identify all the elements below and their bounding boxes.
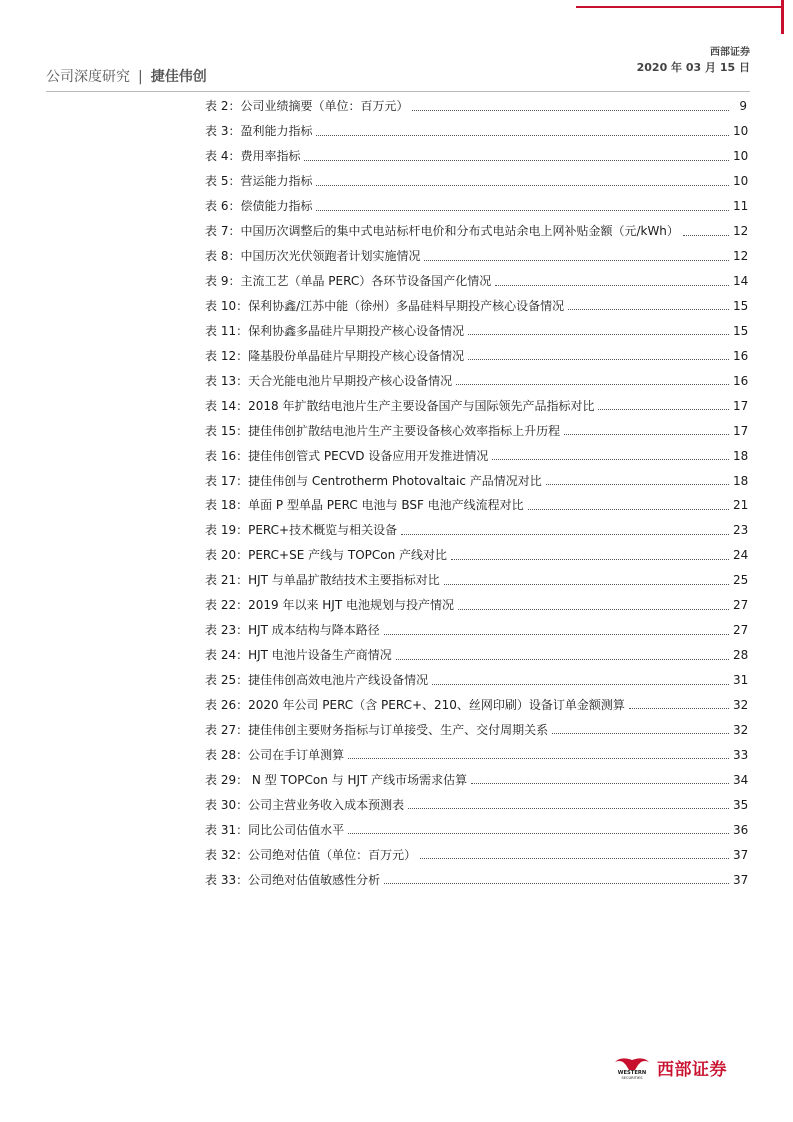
toc-entry-label[interactable]: 表 24：HJT 电池片设备生产商情况 (205, 648, 392, 663)
toc-leader-dots (420, 858, 729, 859)
toc-leader-dots (528, 509, 729, 510)
toc-leader-dots (444, 584, 729, 585)
toc-entry[interactable] (205, 244, 747, 269)
toc-entry-label[interactable]: 表 26：2020 年公司 PERC（含 PERC+、210、丝网印刷）设备订单金额测算 (205, 697, 625, 712)
toc-entry-label[interactable]: 表 11：保利协鑫多晶硅片早期投产核心设备情况 (205, 323, 465, 338)
toc-entry[interactable] (205, 318, 747, 343)
toc-leader-dots (316, 135, 729, 136)
toc-leader-dots (412, 110, 729, 111)
company-name: 捷佳伟创 (150, 69, 207, 85)
toc-entry-page-number[interactable]: 11 (733, 199, 749, 214)
toc-entry[interactable] (205, 418, 747, 443)
header-divider (46, 91, 750, 92)
logo-text-en-top: WESTERN (617, 1070, 647, 1076)
toc-entry[interactable] (205, 468, 747, 493)
western-securities-logo-icon (611, 1054, 653, 1080)
toc-leader-dots (304, 160, 729, 161)
toc-leader-dots (396, 659, 729, 660)
toc-leader-dots (408, 808, 729, 809)
toc-entry[interactable] (205, 368, 747, 393)
toc-entry[interactable] (205, 568, 747, 593)
report-date: 2020 年 03 月 15 日 (636, 61, 750, 74)
toc-leader-dots (568, 309, 729, 310)
toc-entry[interactable] (205, 119, 747, 144)
toc-entry[interactable] (205, 219, 747, 244)
toc-entry-label[interactable]: 表 5：营运能力指标 (205, 174, 313, 189)
toc-leader-dots (316, 185, 729, 186)
toc-entry-label[interactable]: 表 10：保利协鑫/江苏中能（徐州）多晶硅料早期投产核心设备情况 (205, 298, 565, 313)
toc-entry[interactable] (205, 593, 747, 618)
toc-entry-page-number[interactable]: 18 (733, 448, 749, 463)
toc-entry-page-number[interactable]: 34 (733, 772, 749, 787)
toc-entry[interactable] (205, 693, 747, 718)
toc-entry[interactable] (205, 194, 747, 219)
toc-entry[interactable] (205, 618, 747, 643)
toc-entry-page-number[interactable]: 32 (733, 697, 749, 712)
toc-leader-dots (384, 634, 729, 635)
toc-entry-page-number[interactable]: 12 (733, 249, 749, 264)
toc-entry-label[interactable]: 表 30：公司主营业务收入成本预测表 (205, 797, 405, 812)
toc-leader-dots (348, 758, 729, 759)
toc-leader-dots (683, 235, 729, 236)
toc-entry[interactable] (205, 817, 747, 842)
toc-leader-dots (552, 733, 729, 734)
toc-entry-label[interactable]: 表 18：单面 P 型单晶 PERC 电池与 BSF 电池产线流程对比 (205, 498, 524, 513)
toc-entry-page-number[interactable]: 24 (733, 548, 749, 563)
corner-accent-line-vertical (781, 0, 784, 34)
toc-entry-label[interactable]: 表 3：盈利能力指标 (205, 124, 313, 139)
toc-entry-page-number[interactable]: 10 (733, 149, 749, 164)
toc-entry-page-number[interactable]: 9 (739, 99, 747, 114)
page-header-title (46, 66, 207, 86)
toc-entry-label[interactable]: 表 9：主流工艺（单晶 PERC）各环节设备国产化情况 (205, 274, 492, 289)
header-brand: 西部证券 (710, 47, 750, 58)
toc-entry[interactable] (205, 643, 747, 668)
toc-entry-page-number[interactable]: 17 (733, 423, 749, 438)
toc-entry-label[interactable]: 表 6：偿债能力指标 (205, 199, 313, 214)
toc-entry[interactable] (205, 717, 747, 742)
toc-entry-label[interactable]: 表 12：隆基股份单晶硅片早期投产核心设备情况 (205, 348, 465, 363)
toc-entry-page-number[interactable]: 31 (733, 673, 749, 688)
toc-leader-dots (564, 434, 729, 435)
toc-leader-dots (432, 684, 729, 685)
toc-entry-label[interactable]: 表 29： N 型 TOPCon 与 HJT 产线市场需求估算 (205, 772, 468, 787)
toc-leader-dots (456, 384, 729, 385)
toc-entry-label[interactable]: 表 27：捷佳伟创主要财务指标与订单接受、生产、交付周期关系 (205, 722, 549, 737)
toc-entry-label[interactable]: 表 31：同比公司估值水平 (205, 822, 345, 837)
toc-leader-dots (424, 260, 729, 261)
toc-entry-page-number[interactable]: 33 (733, 747, 749, 762)
toc-entry-page-number[interactable]: 25 (733, 573, 749, 588)
toc-entry[interactable] (205, 393, 747, 418)
toc-leader-dots (492, 459, 729, 460)
toc-entry-page-number[interactable]: 36 (733, 822, 749, 837)
toc-entry-label[interactable]: 表 23：HJT 成本结构与降本路径 (205, 623, 380, 638)
toc-entry-page-number[interactable]: 14 (733, 274, 749, 289)
toc-entry-page-number[interactable]: 37 (733, 872, 749, 887)
toc-entry-label[interactable]: 表 8：中国历次光伏领跑者计划实施情况 (205, 249, 421, 264)
toc-entry[interactable] (205, 294, 747, 319)
footer-logo (611, 1054, 727, 1080)
toc-entry[interactable] (205, 144, 747, 169)
toc-entry-page-number[interactable]: 10 (733, 124, 749, 139)
toc-entry-page-number[interactable]: 28 (733, 648, 749, 663)
toc-entry-label[interactable]: 表 17：捷佳伟创与 Centrotherm Photovaltaic 产品情况对比 (205, 473, 542, 488)
toc-entry-page-number[interactable]: 35 (733, 797, 749, 812)
toc-leader-dots (468, 334, 729, 335)
toc-leader-dots (316, 210, 729, 211)
toc-entry-page-number[interactable]: 32 (733, 722, 749, 737)
toc-entry[interactable] (205, 493, 747, 518)
toc-entry[interactable] (205, 842, 747, 867)
toc-entry-label[interactable]: 表 25：捷佳伟创高效电池片产线设备情况 (205, 673, 429, 688)
toc-entry-label[interactable]: 表 2：公司业绩摘要（单位：百万元） (205, 99, 409, 114)
toc-entry[interactable] (205, 269, 747, 294)
toc-entry-page-number[interactable]: 10 (733, 174, 749, 189)
toc-entry[interactable] (205, 443, 747, 468)
toc-entry-page-number[interactable]: 21 (733, 498, 749, 513)
toc-entry[interactable] (205, 767, 747, 792)
toc-entry[interactable] (205, 543, 747, 568)
toc-entry-label[interactable]: 表 14：2018 年扩散结电池片生产主要设备国产与国际领先产品指标对比 (205, 398, 595, 413)
toc-entry-label[interactable]: 表 16：捷佳伟创管式 PECVD 设备应用开发推进情况 (205, 448, 489, 463)
toc-leader-dots (546, 484, 729, 485)
toc-entry-page-number[interactable]: 16 (733, 348, 749, 363)
logo-text-en-bottom: SECURITIES (621, 1076, 643, 1080)
toc-leader-dots (384, 883, 729, 884)
toc-entry-page-number[interactable]: 16 (733, 373, 749, 388)
toc-entry[interactable] (205, 343, 747, 368)
toc-leader-dots (458, 609, 729, 610)
toc-entry[interactable] (205, 742, 747, 767)
toc-entry-label[interactable]: 表 22：2019 年以来 HJT 电池规划与投产情况 (205, 598, 454, 613)
table-of-contents (205, 94, 747, 892)
toc-entry-label[interactable]: 表 32：公司绝对估值（单位：百万元） (205, 847, 417, 862)
toc-entry[interactable] (205, 94, 747, 119)
corner-accent-line (576, 6, 783, 8)
toc-entry-label[interactable]: 表 19：PERC+技术概览与相关设备 (205, 523, 398, 538)
toc-entry[interactable] (205, 792, 747, 817)
toc-entry-label[interactable]: 表 15：捷佳伟创扩散结电池片生产主要设备核心效率指标上升历程 (205, 423, 561, 438)
toc-leader-dots (471, 783, 729, 784)
toc-entry-label[interactable]: 表 33：公司绝对估值敏感性分析 (205, 872, 381, 887)
doc-type: 公司深度研究 (46, 69, 130, 85)
toc-entry-page-number[interactable]: 27 (733, 623, 749, 638)
toc-entry[interactable] (205, 867, 747, 892)
toc-leader-dots (401, 534, 729, 535)
toc-entry-page-number[interactable]: 23 (733, 523, 749, 538)
logo-text-cn: 西部证券 (657, 1059, 727, 1080)
toc-entry-page-number[interactable]: 15 (733, 298, 749, 313)
toc-leader-dots (451, 559, 729, 560)
toc-entry-label[interactable]: 表 21：HJT 与单晶扩散结技术主要指标对比 (205, 573, 440, 588)
toc-entry[interactable] (205, 169, 747, 194)
toc-entry-page-number[interactable]: 15 (733, 323, 749, 338)
toc-entry-page-number[interactable]: 12 (733, 224, 749, 239)
toc-leader-dots (348, 833, 729, 834)
toc-entry-page-number[interactable]: 37 (733, 847, 749, 862)
toc-leader-dots (629, 708, 729, 709)
toc-entry-label[interactable]: 表 28：公司在手订单测算 (205, 747, 345, 762)
toc-entry-label[interactable]: 表 4：费用率指标 (205, 149, 301, 164)
toc-leader-dots (495, 285, 729, 286)
header-separator: | (138, 69, 143, 85)
toc-entry-label[interactable]: 表 13：天合光能电池片早期投产核心设备情况 (205, 373, 453, 388)
toc-entry-label[interactable]: 表 20：PERC+SE 产线与 TOPCon 产线对比 (205, 548, 448, 563)
toc-entry-page-number[interactable]: 17 (733, 398, 749, 413)
toc-entry-page-number[interactable]: 27 (733, 598, 749, 613)
toc-entry-label[interactable]: 表 7：中国历次调整后的集中式电站标杆电价和分布式电站余电上网补贴金额（元/kWh） (205, 224, 679, 239)
toc-entry[interactable] (205, 668, 747, 693)
toc-leader-dots (598, 409, 729, 410)
toc-entry[interactable] (205, 518, 747, 543)
toc-entry-page-number[interactable]: 18 (733, 473, 749, 488)
toc-leader-dots (468, 359, 729, 360)
